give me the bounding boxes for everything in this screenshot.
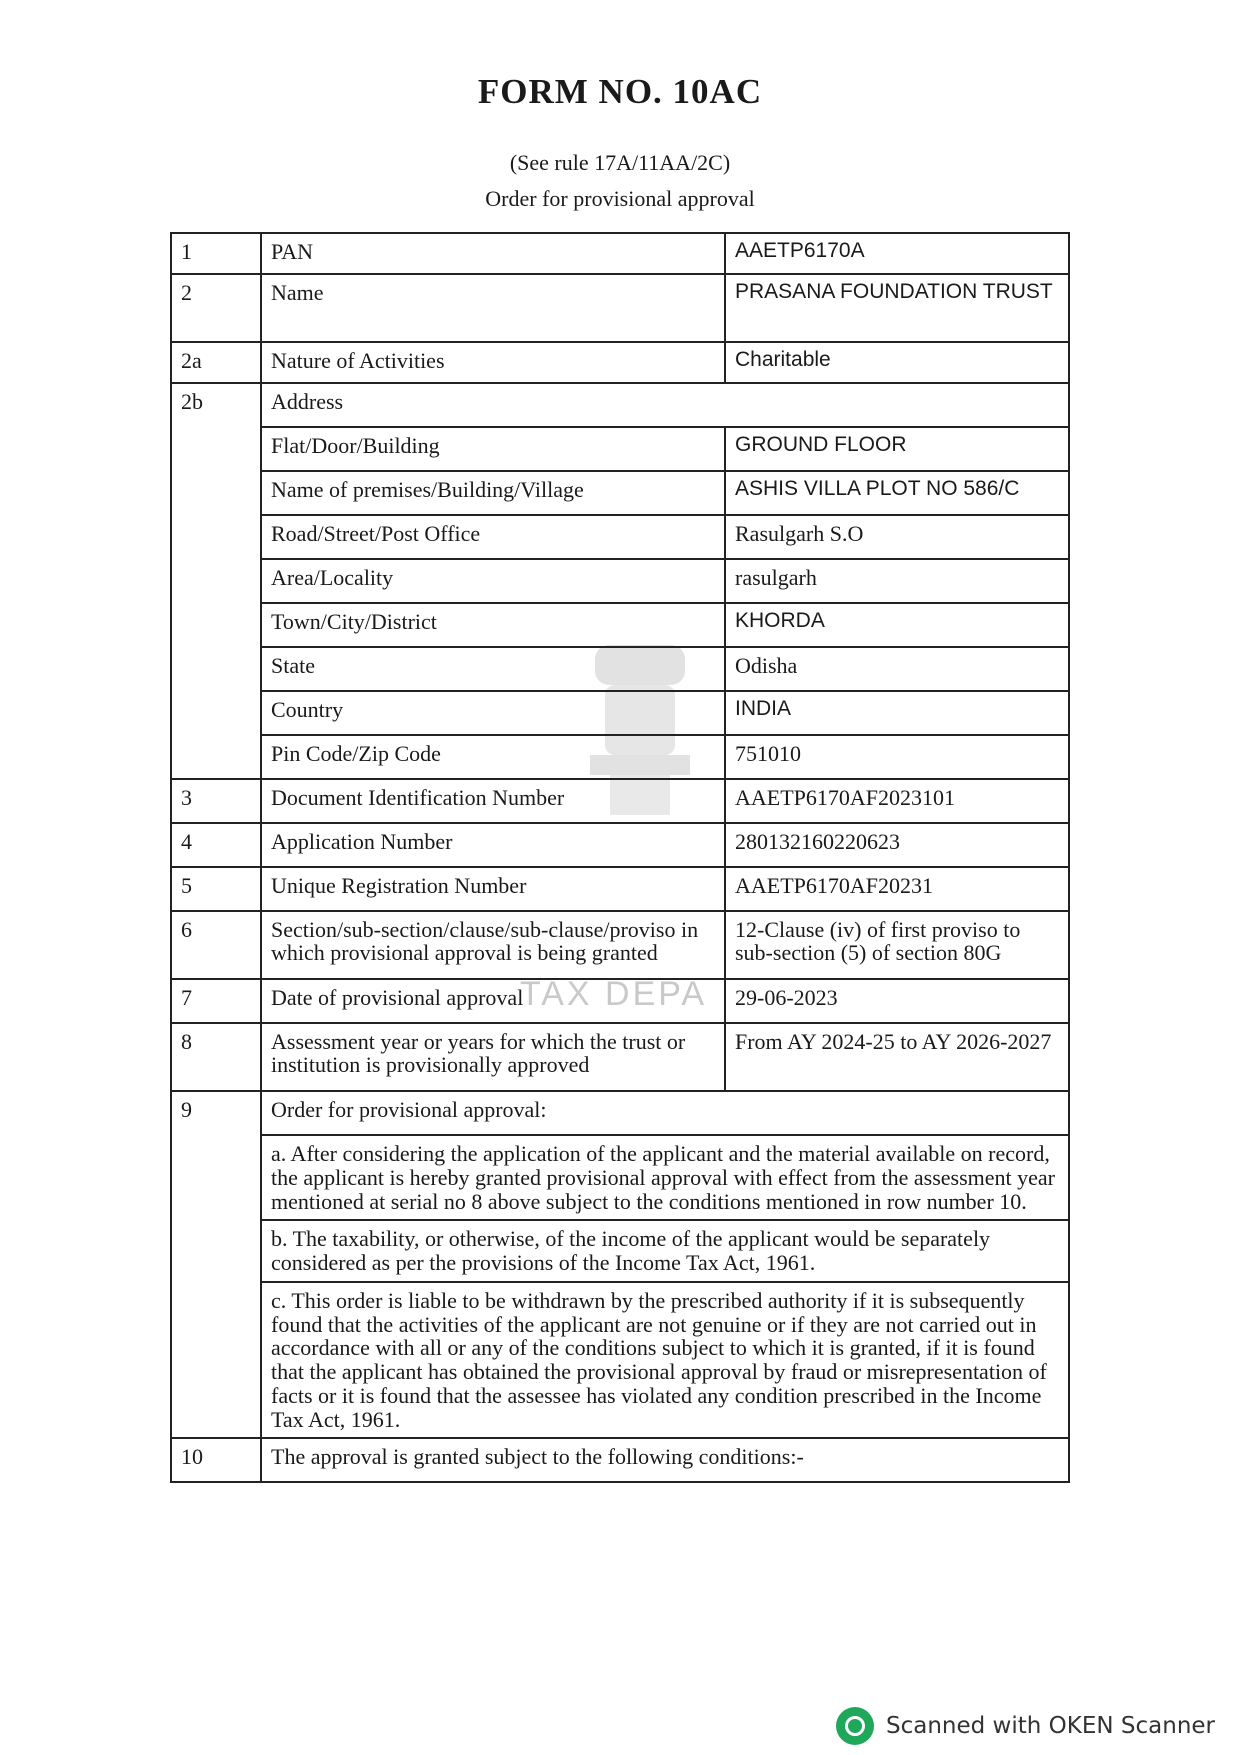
table-row: [171, 911, 1069, 979]
country-value: INDIA: [725, 691, 1069, 735]
row-number: 5: [171, 867, 261, 911]
table-row: [171, 691, 1069, 735]
table-row: [171, 427, 1069, 471]
premises-label: Name of premises/Building/Village: [261, 471, 725, 515]
country-label: Country: [261, 691, 725, 735]
row-number: 9: [171, 1091, 261, 1438]
order-clause-c: c. This order is liable to be withdrawn by the prescribed authority if it is subsequently found that the activities of the applicant are not genuine or if they are not carried out in accordance with all or any of the conditions subject to which it is granted, if it is found that the applicant has obtained the provisional approval by fraud or misrepresentation of facts or it is found that the assessee has violated any condition prescribed in the Income Tax Act, 1961.: [261, 1282, 1069, 1439]
urn-value: AAETP6170AF20231: [725, 867, 1069, 911]
order-clause-b: b. The taxability, or otherwise, of the income of the applicant would be separately considered as per the provisions of the Income Tax Act, 1961.: [261, 1220, 1069, 1282]
table-row: [171, 735, 1069, 779]
table-row: [171, 559, 1069, 603]
row-number: 3: [171, 779, 261, 823]
table-row: [171, 471, 1069, 515]
table-row: [171, 1438, 1069, 1482]
din-value: AAETP6170AF2023101: [725, 779, 1069, 823]
table-row: [171, 233, 1069, 274]
oken-scanner-logo-icon: [836, 1707, 874, 1745]
road-value: Rasulgarh S.O: [725, 515, 1069, 559]
table-row: [171, 383, 1069, 427]
state-value: Odisha: [725, 647, 1069, 691]
application-value: 280132160220623: [725, 823, 1069, 867]
row-number: 4: [171, 823, 261, 867]
table-row: [171, 647, 1069, 691]
table-row: [171, 603, 1069, 647]
section-value: 12-Clause (iv) of first proviso to sub-section (5) of section 80G: [725, 911, 1069, 979]
section-label: Section/sub-section/clause/sub-clause/proviso in which provisional approval is being granted: [261, 911, 725, 979]
din-label: Document Identification Number: [261, 779, 725, 823]
table-row: [171, 1135, 1069, 1220]
form-table: [170, 232, 1070, 1483]
form-subtitle: Order for provisional approval: [485, 186, 755, 211]
row-number: 7: [171, 979, 261, 1023]
table-row: [171, 1091, 1069, 1135]
state-label: State: [261, 647, 725, 691]
table-row: [171, 342, 1069, 383]
scanner-text: Scanned with OKEN Scanner: [886, 1713, 1215, 1739]
row-number: 1: [171, 233, 261, 274]
table-row: [171, 1282, 1069, 1439]
scanner-footer: [836, 1707, 1215, 1745]
row-number: 2b: [171, 383, 261, 779]
row-number: 8: [171, 1023, 261, 1091]
row-number: 2: [171, 274, 261, 342]
table-row: [171, 1220, 1069, 1282]
date-label: Date of provisional approval: [261, 979, 725, 1023]
form-title: FORM NO. 10AC: [477, 72, 763, 111]
table-row: [171, 779, 1069, 823]
tax-department-watermark: TAX DEPA: [520, 975, 708, 1013]
application-label: Application Number: [261, 823, 725, 867]
assessment-year-label: Assessment year or years for which the trust or institution is provisionally approved: [261, 1023, 725, 1091]
pin-value: 751010: [725, 735, 1069, 779]
date-value: 29-06-2023: [725, 979, 1069, 1023]
premises-value: ASHIS VILLA PLOT NO 586/C: [725, 471, 1069, 515]
assessment-year-value: From AY 2024-25 to AY 2026-2027: [725, 1023, 1069, 1091]
conditions-label: The approval is granted subject to the following conditions:-: [261, 1438, 1069, 1482]
row-number: 10: [171, 1438, 261, 1482]
town-value: KHORDA: [725, 603, 1069, 647]
row-number: 2a: [171, 342, 261, 383]
order-label: Order for provisional approval:: [261, 1091, 1069, 1135]
address-label: Address: [261, 383, 1069, 427]
table-row: [171, 515, 1069, 559]
area-label: Area/Locality: [261, 559, 725, 603]
table-row: [171, 823, 1069, 867]
row-number: 6: [171, 911, 261, 979]
name-value: PRASANA FOUNDATION TRUST: [725, 274, 1069, 342]
pan-label: PAN: [261, 233, 725, 274]
table-row: [171, 867, 1069, 911]
table-row: [171, 1023, 1069, 1091]
pan-value: AAETP6170A: [725, 233, 1069, 274]
nature-label: Nature of Activities: [261, 342, 725, 383]
name-label: Name: [261, 274, 725, 342]
flat-label: Flat/Door/Building: [261, 427, 725, 471]
town-label: Town/City/District: [261, 603, 725, 647]
area-value: rasulgarh: [725, 559, 1069, 603]
pin-label: Pin Code/Zip Code: [261, 735, 725, 779]
order-clause-a: a. After considering the application of the applicant and the material available on record, the applicant is hereby granted provisional approval with effect from the assessment year mentioned at serial no 8 above subject to the conditions mentioned in row number 10.: [261, 1135, 1069, 1220]
form-rule: (See rule 17A/11AA/2C): [509, 150, 731, 175]
table-row: [171, 274, 1069, 342]
flat-value: GROUND FLOOR: [725, 427, 1069, 471]
table-row: [171, 979, 1069, 1023]
road-label: Road/Street/Post Office: [261, 515, 725, 559]
urn-label: Unique Registration Number: [261, 867, 725, 911]
nature-value: Charitable: [725, 342, 1069, 383]
